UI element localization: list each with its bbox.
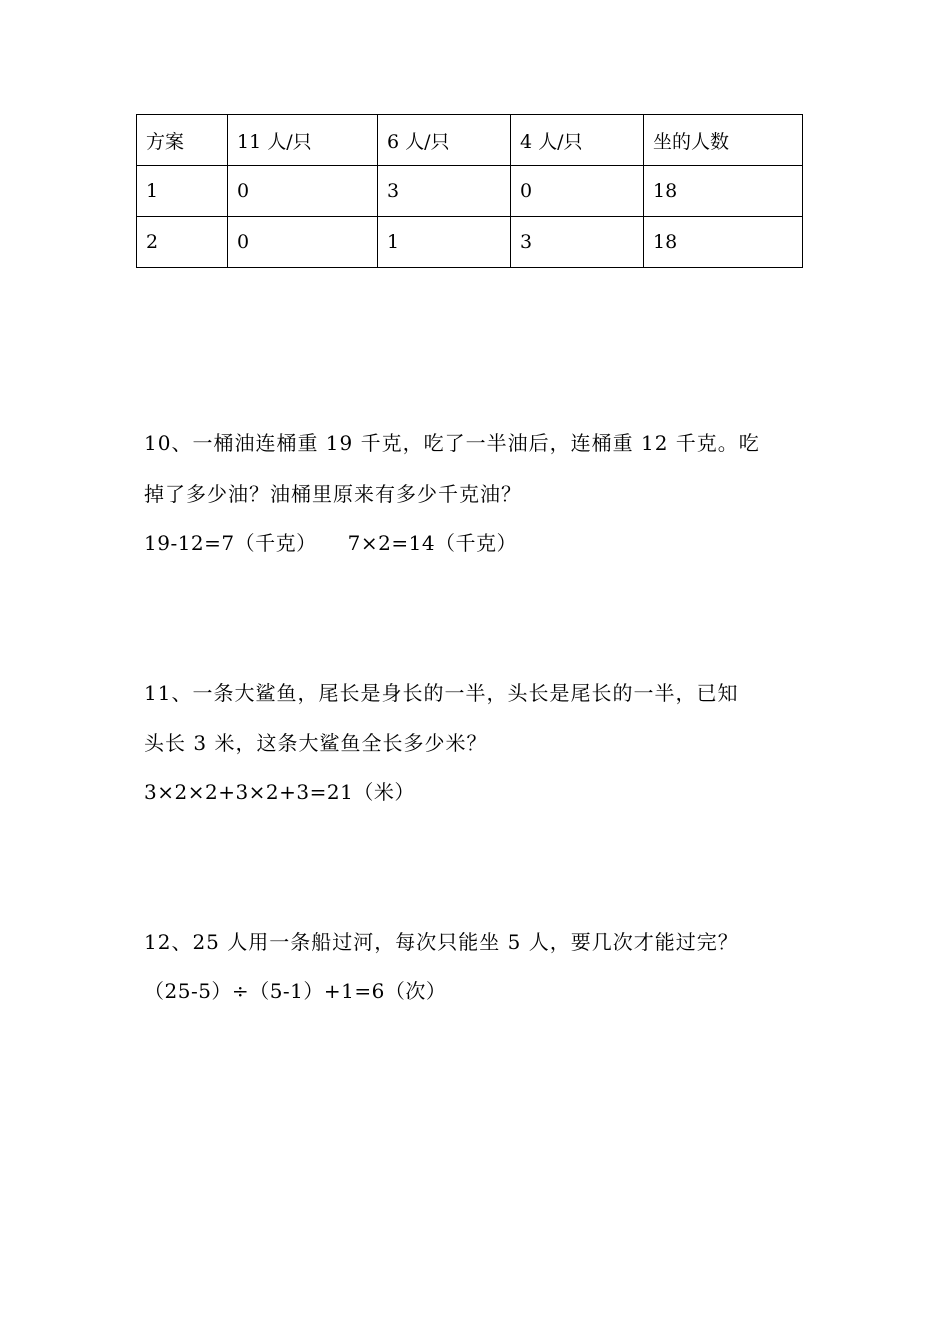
table-header-cell: 6 人/只 — [378, 115, 511, 166]
problem-12-question-line-1: 12、25 人用一条船过河，每次只能坐 5 人，要几次才能过完？ — [144, 930, 739, 954]
table-cell: 1 — [137, 166, 228, 217]
table-cell: 2 — [137, 217, 228, 268]
table-cell: 18 — [644, 166, 803, 217]
table-cell: 0 — [228, 166, 378, 217]
problem-10-question-line-1: 10、一桶油连桶重 19 千克，吃了一半油后，连桶重 12 千克。吃 — [144, 431, 760, 455]
table-header-cell: 坐的人数 — [644, 115, 803, 166]
table-row — [137, 166, 803, 217]
table-cell: 1 — [378, 217, 511, 268]
problem-11-answer: 3×2×2+3×2+3=21（米） — [144, 780, 415, 804]
table-row — [137, 217, 803, 268]
problem-10-answer: 19-12=7（千克） 7×2=14（千克） — [144, 531, 518, 555]
table-cell: 0 — [511, 166, 644, 217]
table-cell: 0 — [228, 217, 378, 268]
table-cell: 3 — [511, 217, 644, 268]
table-header-cell: 11 人/只 — [228, 115, 378, 166]
problem-11-question-line-1: 11、一条大鲨鱼，尾长是身长的一半，头长是尾长的一半，已知 — [144, 681, 739, 705]
table-cell: 3 — [378, 166, 511, 217]
table-header-cell: 方案 — [137, 115, 228, 166]
table-header-cell: 4 人/只 — [511, 115, 644, 166]
problem-12-answer: （25-5）÷（5-1）+1=6（次） — [144, 979, 447, 1003]
problem-11-question-line-2: 头长 3 米，这条大鲨鱼全长多少米？ — [144, 731, 488, 755]
plan-table — [136, 114, 803, 268]
problem-10-question-line-2: 掉了多少油？油桶里原来有多少千克油？ — [144, 482, 522, 506]
table-header-row — [137, 115, 803, 166]
table-cell: 18 — [644, 217, 803, 268]
